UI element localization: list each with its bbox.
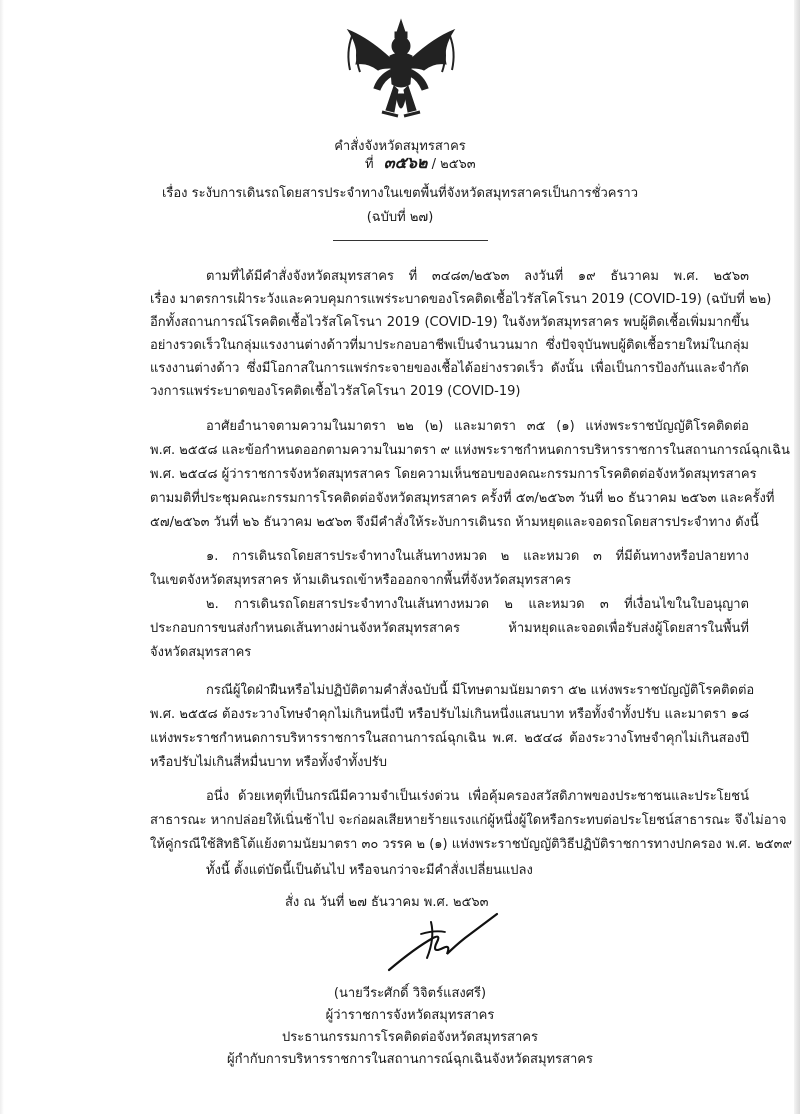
signatory-name: (นายวีระศักดิ์ วิจิตร์แสงศรี) [333, 986, 487, 1001]
para4-line: ให้คู่กรณีใช้สิทธิโต้แย้งตามนัยมาตรา ๓๐ วรรค ๒ (๑) แห่งพระราชบัญญัติวิธีปฏิบัติราชการทางปกครอง พ.ศ. ๒๕๓๙ [150, 837, 793, 852]
para4-line: อนึ่ง ด้วยเหตุที่เป็นกรณีมีความจำเป็นเร่งด่วน เพื่อคุ้มครองสวัสดิภาพของประชาชนและประโยชน์ [206, 789, 749, 804]
item2-line: ๒. การเดินรถโดยสารประจำทางในเส้นทางหมวด ๒ และหมวด ๓ ที่เงื่อนไขในใบอนุญาต [206, 597, 749, 612]
para3-line: พ.ศ. ๒๕๕๘ ต้องระวางโทษจำคุกไม่เกินหนึ่งปี หรือปรับไม่เกินหนึ่งแสนบาท หรือทั้งจำทั้งปรับ และมาตรา ๑๘ [150, 707, 749, 722]
page-shadow-left [0, 0, 4, 1114]
order-number-year: / ๒๕๖๓ [431, 157, 476, 172]
signatory-title: ประธานกรรมการโรคติดต่อจังหวัดสมุทรสาคร [282, 1030, 538, 1045]
para3-line: หรือปรับไม่เกินสี่หมื่นบาท หรือทั้งจำทั้งปรับ [150, 755, 387, 770]
para1-line: แรงงานต่างด้าว ซึ่งมีโอกาสในการแพร่กระจายของเชื้อได้อย่างรวดเร็ว ดังนั้น เพื่อเป็นการป้องกันและจำกัด [150, 361, 749, 376]
order-subject: เรื่อง ระงับการเดินรถโดยสารประจำทางในเขตพื้นที่จังหวัดสมุทรสาครเป็นการชั่วคราว [161, 186, 639, 201]
para3-line: กรณีผู้ใดฝ่าฝืนหรือไม่ปฏิบัติตามคำสั่งฉบับนี้ มีโทษตามนัยมาตรา ๕๒ แห่งพระราชบัญญัติโรคติดต่อ [206, 683, 755, 698]
para1-line: อย่างรวดเร็วในกลุ่มแรงงานต่างด้าวที่มาประกอบอาชีพเป็นจำนวนมาก ซึ่งปัจจุบันพบผู้ติดเชื้อรายใหม่ในกลุ่ม [150, 338, 749, 353]
para2-line: ตามมติที่ประชุมคณะกรรมการโรคติดต่อจังหวัดสมุทรสาคร ครั้งที่ ๕๓/๒๕๖๓ วันที่ ๒๐ ธันวาคม ๒๕๖๓ และครั้งที่ [150, 491, 775, 506]
para1-line: วงการแพร่ระบาดของโรคติดเชื้อไวรัสโคโรนา 2019 (COVID-19) [150, 384, 521, 399]
order-number-handwritten: ๓๕๖๒ [383, 153, 428, 172]
para1-line: เรื่อง มาตรการเฝ้าระวังและควบคุมการแพร่ระบาดของโรคติดเชื้อไวรัสโคโรนา 2019 (COVID-19) (ฉบับที่ ๒๒) [150, 292, 772, 307]
order-number [365, 154, 476, 173]
item2-line: จังหวัดสมุทรสาคร [150, 645, 252, 660]
header-divider [333, 240, 488, 241]
para2-line: พ.ศ. ๒๕๕๘ และข้อกำหนดออกตามความในมาตรา ๙ แห่งพระราชกำหนดการบริหารราชการในสถานการณ์ฉุกเฉิน [150, 443, 790, 458]
para1-line: ตามที่ได้มีคำสั่งจังหวัดสมุทรสาคร ที่ ๓๔๘๓/๒๕๖๓ ลงวันที่ ๑๙ ธันวาคม พ.ศ. ๒๕๖๓ [206, 269, 749, 284]
page-shadow-right [794, 0, 800, 1114]
order-number-prefix: ที่ [365, 157, 374, 172]
order-date: สั่ง ณ วันที่ ๒๗ ธันวาคม พ.ศ. ๒๕๖๓ [285, 895, 489, 910]
para4-line: สาธารณะ หากปล่อยให้เนิ่นช้าไป จะก่อผลเสียหายร้ายแรงแก่ผู้หนึ่งผู้ใดหรือกระทบต่อประโยชน์สาธารณะ จึงไม่อาจ [150, 813, 787, 828]
item2-line: ประกอบการขนส่งกำหนดเส้นทางผ่านจังหวัดสมุทรสาคร ห้ามหยุดและจอดเพื่อรับส่งผู้โดยสารในพื้นที่ [150, 621, 749, 636]
order-edition: (ฉบับที่ ๒๗) [366, 210, 434, 225]
signatory-title: ผู้กำกับการบริหารราชการในสถานการณ์ฉุกเฉินจังหวัดสมุทรสาคร [226, 1052, 593, 1067]
para2-line: พ.ศ. ๒๕๔๘ ผู้ว่าราชการจังหวัดสมุทรสาคร โดยความเห็นชอบของคณะกรรมการโรคติดต่อจังหวัดสมุทรสาคร [150, 467, 757, 482]
garuda-emblem-icon [338, 18, 464, 130]
item1-line: ๑. การเดินรถโดยสารประจำทางในเส้นทางหมวด ๒ และหมวด ๓ ที่มีต้นทางหรือปลายทาง [206, 549, 749, 564]
para1-line: อีกทั้งสถานการณ์โรคติดเชื้อไวรัสโคโรนา 2019 (COVID-19) ในจังหวัดสมุทรสาคร พบผู้ติดเชื้อเพิ่มมากขึ้น [150, 315, 749, 330]
item1-line: ในเขตจังหวัดสมุทรสาคร ห้ามเดินรถเข้าหรือออกจากพื้นที่จังหวัดสมุทรสาคร [150, 573, 571, 588]
para3-line: แห่งพระราชกำหนดการบริหารราชการในสถานการณ์ฉุกเฉิน พ.ศ. ๒๕๔๘ ต้องระวางโทษจำคุกไม่เกินสองปี [150, 731, 749, 746]
para2-line: อาศัยอำนาจตามความในมาตรา ๒๒ (๒) และมาตรา ๓๕ (๑) แห่งพระราชบัญญัติโรคติดต่อ [206, 419, 749, 434]
signatory-title: ผู้ว่าราชการจังหวัดสมุทรสาคร [325, 1008, 495, 1023]
order-title: คำสั่งจังหวัดสมุทรสาคร [334, 139, 466, 154]
para2-line: ๕๗/๒๕๖๓ วันที่ ๒๖ ธันวาคม ๒๕๖๓ จึงมีคำสั่งให้ระงับการเดินรถ ห้ามหยุดและจอดรถโดยสารประจำทาง ดังนี้ [150, 515, 759, 530]
handwritten-signature-icon [385, 908, 505, 976]
para5-line: ทั้งนี้ ตั้งแต่บัดนี้เป็นต้นไป หรือจนกว่าจะมีคำสั่งเปลี่ยนแปลง [206, 863, 533, 878]
